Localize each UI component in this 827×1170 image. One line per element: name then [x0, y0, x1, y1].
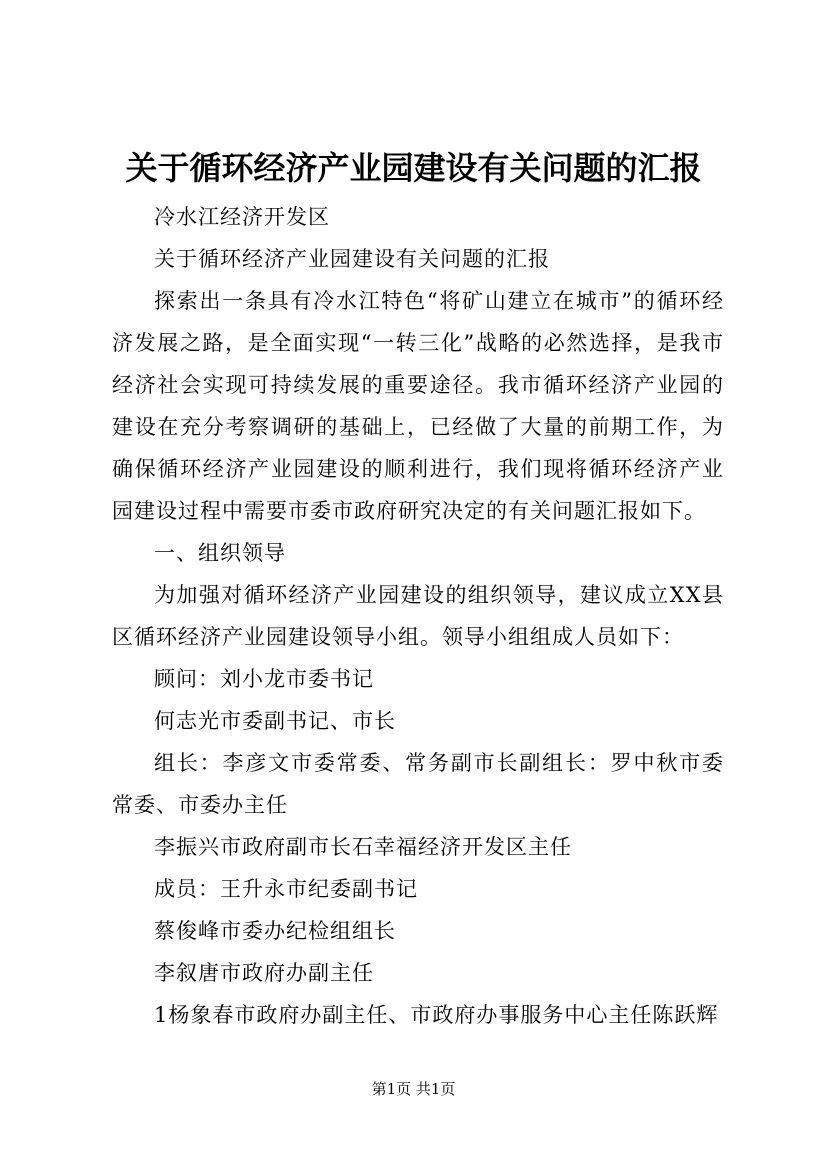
paragraph-subtitle: 关于循环经济产业园建设有关问题的汇报 [154, 247, 550, 271]
page-footer: 第1页 共1页 [371, 1080, 456, 1098]
paragraph-member-3: 李叙唐市政府办副主任 [154, 961, 374, 985]
paragraph-advisor-2: 何志光市委副书记、市长 [154, 709, 396, 733]
section-heading: 一、组织领导 [154, 541, 286, 565]
paragraph-member-4: 1杨象春市政府办副主任、市政府办事服务中心主任陈跃辉 [154, 1003, 719, 1027]
document-body [112, 196, 724, 1036]
paragraph-org: 冷水江经济开发区 [154, 205, 330, 229]
paragraph-advisor: 顾问：刘小龙市委书记 [154, 667, 374, 691]
paragraph-member-2: 蔡俊峰市委办纪检组组长 [154, 919, 396, 943]
paragraph-intro: 探索出一条具有冷水江特色“将矿山建立在城市”的循环经济发展之路，是全面实现“一转三化”战略的必然选择，是我市经济社会实现可持续发展的重要途径。我市循环经济产业园的建设在充分考察调研的基础上，已经做了大量的前期工作，为确保循环经济产业园建设的顺利进行，我们现将循环经济产业园建设过程中需要市委市政府研究决定的有关问题汇报如下。 [112, 289, 724, 523]
document-title: 关于循环经济产业园建设有关问题的汇报 [125, 149, 702, 187]
paragraph-deputy: 李振兴市政府副市长石幸福经济开发区主任 [154, 835, 572, 859]
paragraph-members: 成员：王升永市纪委副书记 [154, 877, 418, 901]
paragraph-proposal: 为加强对循环经济产业园建设的组织领导，建议成立XX县区循环经济产业园建设领导小组。领导小组组成人员如下： [112, 583, 724, 649]
paragraph-leader: 组长：李彦文市委常委、常务副市长副组长：罗中秋市委常委、市委办主任 [112, 751, 724, 817]
